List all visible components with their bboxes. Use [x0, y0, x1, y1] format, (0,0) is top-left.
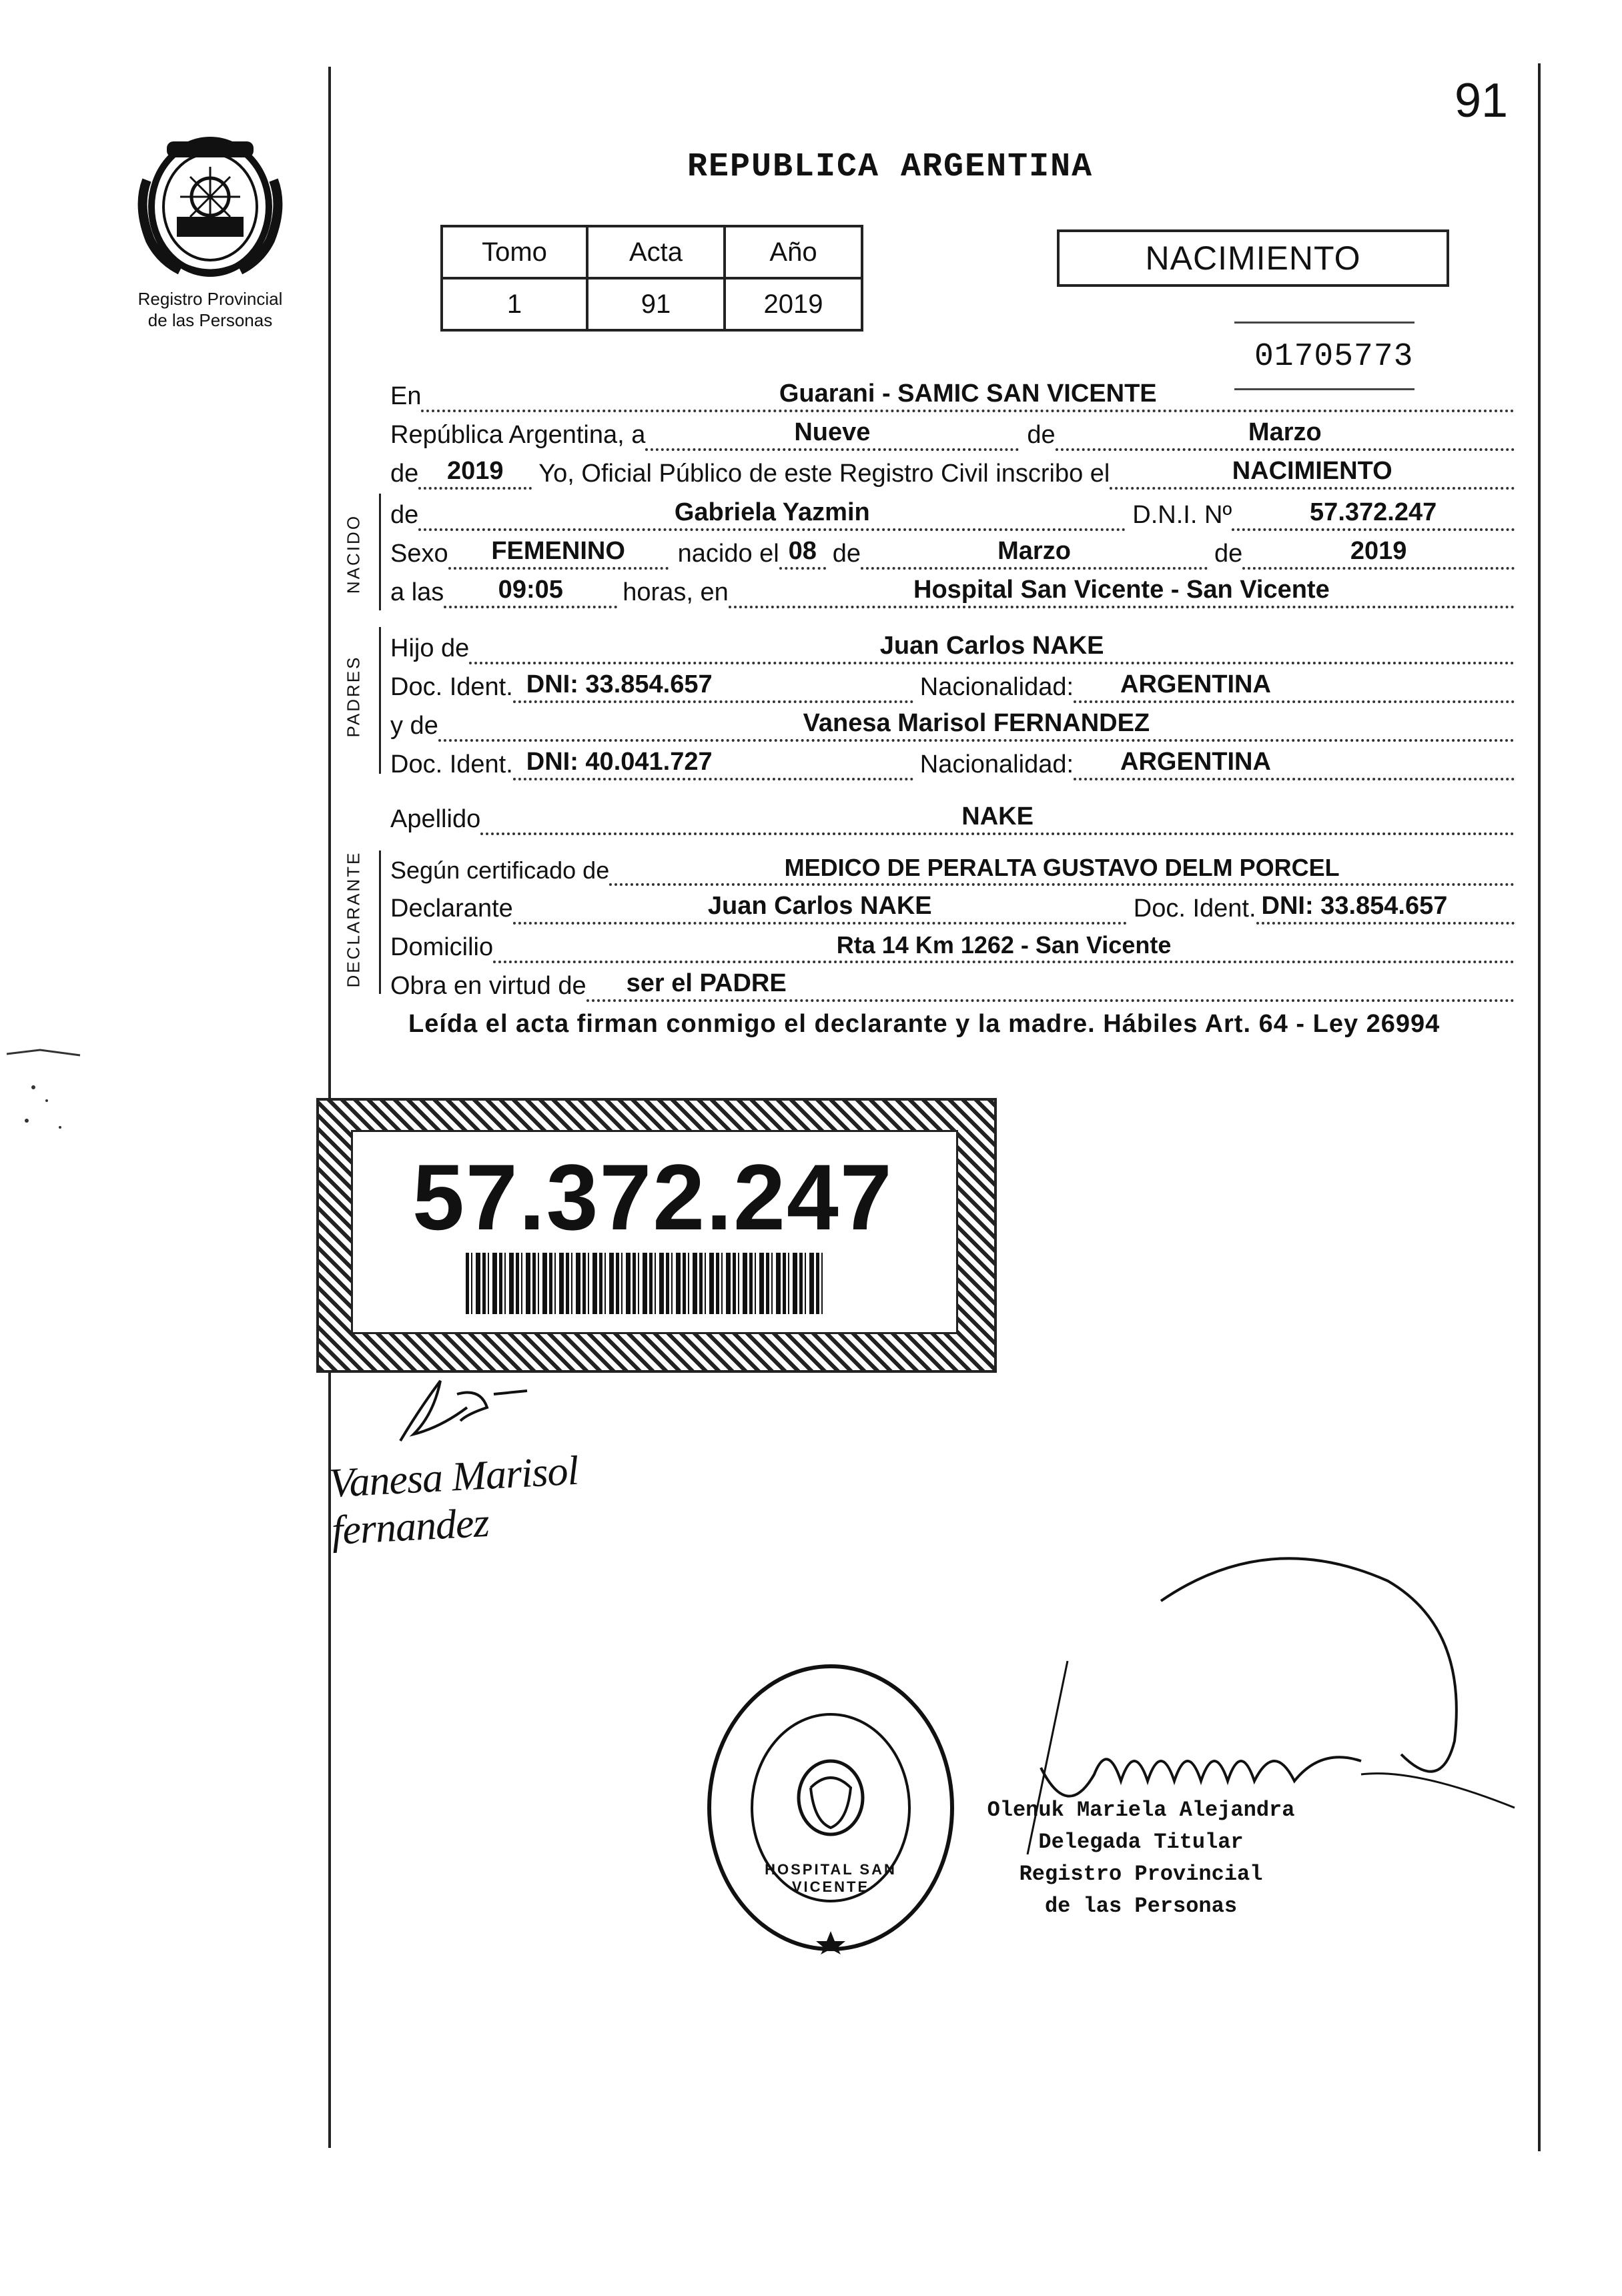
field-name — [418, 494, 1126, 531]
label-mother-nationality: Nacionalidad: — [919, 750, 1074, 778]
row-year-event — [390, 451, 1515, 490]
value-birth-day: 08 — [788, 537, 817, 565]
value-father-nationality: ARGENTINA — [1120, 670, 1271, 698]
field-day — [645, 414, 1019, 451]
value-mother-doc: DNI: 40.041.727 — [526, 748, 713, 776]
field-event — [1110, 452, 1515, 490]
label-de-month: de — [1027, 421, 1056, 449]
page-number: 91 — [1455, 74, 1509, 127]
serial-frame — [1234, 322, 1414, 328]
value-domicilio: Rta 14 Km 1262 - San Vicente — [836, 931, 1172, 959]
sticker-dni-number: 57.372.247 — [412, 1145, 893, 1249]
label-de-year: de — [390, 460, 419, 488]
value-declarante-doc: DNI: 33.854.657 — [1261, 892, 1448, 920]
label-officer: Yo, Oficial Público de este Registro Civil inscribo el — [538, 460, 1110, 488]
value-year: 2019 — [447, 457, 504, 485]
row-father — [390, 626, 1515, 664]
label-horas-en: horas, en — [623, 578, 729, 606]
declarante-bracket — [379, 850, 381, 994]
book-header-anio: Año — [725, 226, 862, 278]
nacido-bracket — [379, 494, 381, 610]
value-dni: 57.372.247 — [1310, 498, 1437, 526]
field-father-doc — [513, 666, 913, 703]
padres-bracket — [379, 627, 381, 774]
section-padres-label: PADRES — [343, 655, 364, 738]
value-father-doc: DNI: 33.854.657 — [526, 670, 713, 698]
registry-name-line1: Registro Provincial — [137, 289, 283, 309]
stamp-inner-text: HOSPITAL SAN VICENTE — [765, 1861, 897, 1895]
value-apellido: NAKE — [961, 802, 1034, 830]
row-mother-doc — [390, 742, 1515, 780]
label-obra: Obra en virtud de — [390, 972, 586, 1000]
value-time: 09:05 — [498, 576, 563, 604]
field-mother-doc — [513, 743, 913, 780]
row-domicilio — [390, 925, 1515, 963]
official-title: Delegada Titular — [1038, 1830, 1244, 1854]
field-declarante — [513, 887, 1127, 925]
official-round-stamp — [704, 1661, 957, 1954]
row-mother — [390, 703, 1515, 742]
value-place: Guarani - SAMIC SAN VICENTE — [779, 380, 1157, 408]
field-birth-month — [861, 532, 1208, 570]
label-dni: D.N.I. Nº — [1132, 501, 1232, 529]
field-certificate — [609, 848, 1515, 886]
value-declarante: Juan Carlos NAKE — [707, 892, 932, 920]
field-obra — [586, 965, 1515, 1002]
book-reference-table — [440, 225, 863, 332]
row-place — [390, 374, 1515, 412]
value-father: Juan Carlos NAKE — [879, 632, 1104, 660]
field-father — [469, 627, 1515, 664]
value-birth-place: Hospital San Vicente - San Vicente — [913, 576, 1330, 604]
dni-sticker — [316, 1098, 997, 1373]
official-registry-line1: Registro Provincial — [1019, 1862, 1263, 1886]
label-sexo: Sexo — [390, 540, 448, 568]
section-nacido-label: NACIDO — [343, 514, 364, 594]
field-place — [421, 375, 1515, 412]
label-de-name: de — [390, 501, 419, 529]
value-mother: Vanesa Marisol FERNANDEZ — [803, 709, 1150, 737]
registry-name-line2: de las Personas — [147, 310, 273, 330]
label-nacido-el: nacido el — [677, 540, 779, 568]
value-mother-nationality: ARGENTINA — [1120, 748, 1271, 776]
value-month: Marzo — [1248, 418, 1322, 446]
value-certificate: MEDICO DE PERALTA GUSTAVO DELM PORCEL — [784, 854, 1340, 881]
sticker-barcode — [466, 1253, 826, 1314]
mother-signature — [328, 1448, 691, 1554]
serial-number: 01705773 — [1254, 339, 1414, 375]
field-domicilio — [493, 926, 1515, 963]
mother-signature-text: Vanesa Marisol fernandez — [328, 1448, 580, 1554]
label-declarante: Declarante — [390, 895, 513, 923]
official-name: Olenuk Mariela Alejandra — [987, 1798, 1295, 1822]
book-value-tomo: 1 — [442, 278, 587, 330]
official-registry-line2: de las Personas — [1044, 1894, 1238, 1918]
row-sex-birthdate — [390, 531, 1515, 570]
value-day: Nueve — [794, 418, 871, 446]
field-year — [418, 452, 532, 490]
label-domicilio: Domicilio — [390, 933, 494, 961]
field-declarante-doc — [1256, 887, 1515, 925]
label-father-doc: Doc. Ident. — [390, 673, 513, 701]
label-declarante-doc: Doc. Ident. — [1133, 895, 1256, 923]
row-time-place — [390, 570, 1515, 608]
value-sex: FEMENINO — [491, 537, 625, 565]
value-birth-year: 2019 — [1350, 537, 1407, 565]
province-crest-logo — [133, 127, 287, 287]
field-apellido — [480, 798, 1515, 835]
row-father-doc — [390, 664, 1515, 703]
field-time — [444, 571, 617, 608]
field-mother — [438, 704, 1515, 742]
row-declarante — [390, 886, 1515, 925]
book-header-tomo: Tomo — [442, 226, 587, 278]
field-birth-year — [1242, 532, 1515, 570]
closing-text: Leída el acta firman conmigo el declarante y la madre. Hábiles Art. 64 - Ley 26994 — [408, 1010, 1441, 1038]
field-birth-place — [729, 571, 1515, 608]
label-de-birth-year: de — [1214, 540, 1243, 568]
value-name: Gabriela Yazmin — [674, 498, 870, 526]
registry-name-left — [100, 288, 320, 331]
value-obra: ser el PADRE — [626, 969, 787, 997]
row-apellido — [390, 796, 1515, 835]
field-sex — [448, 532, 669, 570]
section-declarante-label: DECLARANTE — [343, 850, 364, 988]
field-mother-nationality — [1074, 743, 1515, 780]
declarant-signature — [394, 1367, 554, 1451]
scan-artifact — [0, 1041, 93, 1174]
label-republica: República Argentina, a — [390, 421, 646, 449]
label-mother-doc: Doc. Ident. — [390, 750, 513, 778]
label-de-birth-month: de — [832, 540, 861, 568]
official-name-block — [981, 1794, 1301, 1922]
book-value-acta: 91 — [587, 278, 725, 330]
label-hijo-de: Hijo de — [390, 634, 470, 662]
value-event: NACIMIENTO — [1232, 457, 1392, 485]
label-apellido: Apellido — [390, 805, 481, 833]
value-birth-month: Marzo — [997, 537, 1071, 565]
book-value-anio: 2019 — [725, 278, 862, 330]
field-birth-day — [779, 532, 826, 570]
row-date — [390, 412, 1515, 451]
field-father-nationality — [1074, 666, 1515, 703]
label-certificate: Según certificado de — [390, 856, 610, 884]
act-type-box: NACIMIENTO — [1057, 229, 1449, 287]
label-en: En — [390, 382, 422, 410]
row-certificate — [390, 847, 1515, 886]
row-obra — [390, 963, 1515, 1002]
label-y-de: y de — [390, 712, 438, 740]
label-father-nationality: Nacionalidad: — [919, 673, 1074, 701]
label-a-las: a las — [390, 578, 444, 606]
right-margin-rule — [1538, 63, 1541, 2151]
field-dni — [1232, 494, 1515, 531]
document-title: REPUBLICA ARGENTINA — [687, 148, 1094, 186]
field-month — [1056, 414, 1515, 451]
row-name — [390, 492, 1515, 531]
book-header-acta: Acta — [587, 226, 725, 278]
